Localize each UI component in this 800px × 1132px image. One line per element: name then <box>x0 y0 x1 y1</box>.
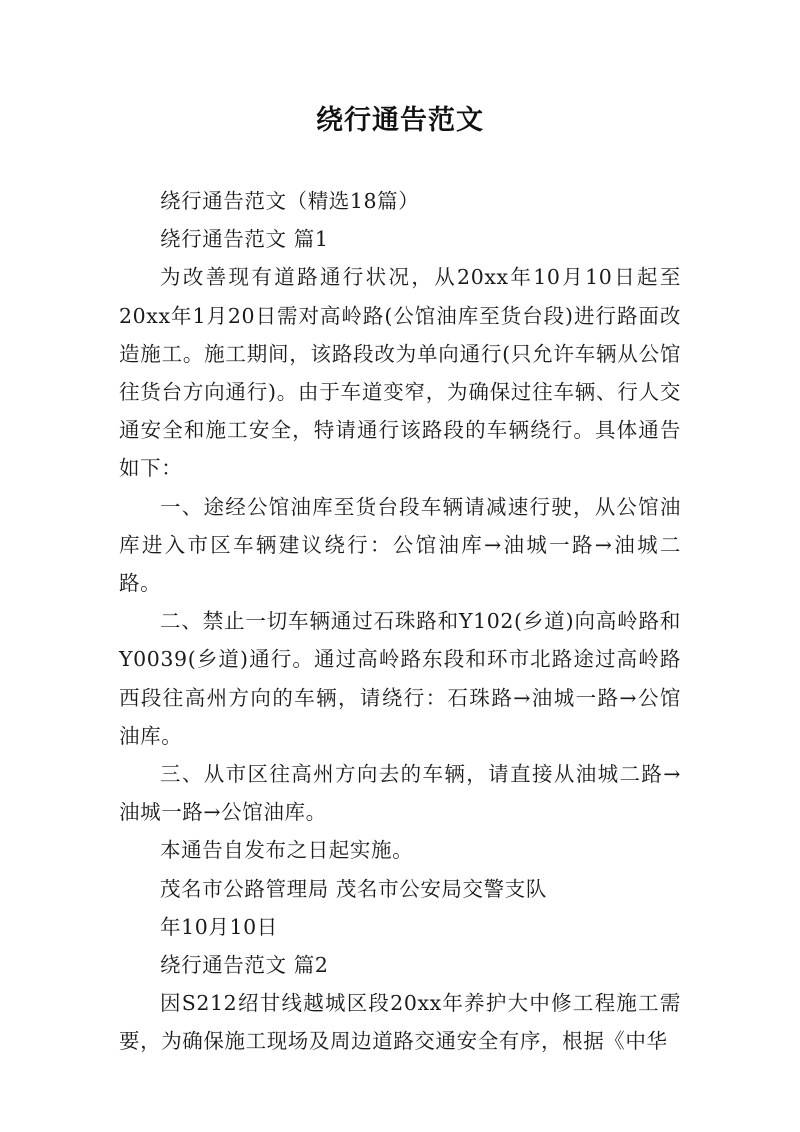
paragraph-section-heading: 绕行通告范文 篇1 <box>160 227 329 252</box>
paragraph-item-two: 二、禁止一切车辆通过石珠路和Y102(乡道)向高岭路和Y0039(乡道)通行。通过高岭路东段和环市北路途过高岭路西段往高州方向的车辆，请绕行：石珠路→油城一路→公馆油库。 <box>119 609 681 748</box>
paragraph-item-one: 一、途经公馆油库至货台段车辆请减速行驶，从公馆油库进入市区车辆建议绕行：公馆油库→油城一路→油城二路。 <box>119 494 681 596</box>
paragraph-date: 年10月10日 <box>160 914 278 939</box>
paragraph-effective-notice: 本通告自发布之日起实施。 <box>160 838 414 863</box>
paragraph-section-2-intro: 因S212绍甘线越城区段20xx年养护大中修工程施工需要，为确保施工现场及周边道路交通安全有序，根据《中华 <box>119 991 681 1054</box>
paragraph-intro: 为改善现有道路通行状况，从20xx年10月10日起至20xx年1月20日需对高岭路(公馆油库至货台段)进行路面改造施工。施工期间，该路段改为单向通行(只允许车辆从公馆往货台方向通行)。由于车道变窄，为确保过往车辆、行人交通安全和施工安全，特请通行该路段的车辆绕行。具体通告如下： <box>119 265 681 481</box>
document-title: 绕行通告范文 <box>316 105 484 136</box>
paragraph-section-heading-2: 绕行通告范文 篇2 <box>160 953 329 978</box>
paragraph-item-three: 三、从市区往高州方向去的车辆，请直接从油城二路→油城一路→公馆油库。 <box>119 762 681 825</box>
paragraph-issuers: 茂名市公路管理局 茂名市公安局交警支队 <box>160 876 547 901</box>
document-body <box>119 182 681 1061</box>
paragraph-subtitle: 绕行通告范文（精选18篇） <box>160 189 420 213</box>
